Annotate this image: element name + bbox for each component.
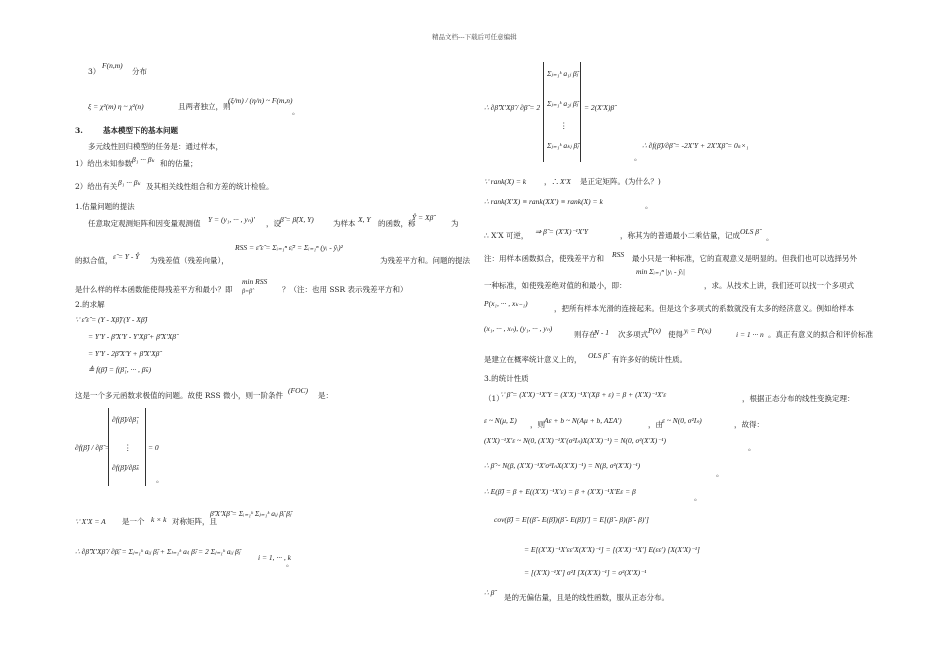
formula-subscript: β=β̂ xyxy=(242,289,253,295)
text-line: 是一个 xyxy=(122,517,145,526)
text-line: 2）给出有关 xyxy=(75,182,118,191)
formula: ∂f(β̂)/∂β̂₁ xyxy=(112,415,139,424)
formula: (X′X)⁻¹X′ε ~ N(0, (X′X)⁻¹X′(σ²Iₙ)X(X′X)⁻¹) = N(0, σ²(X′X)⁻¹) xyxy=(484,436,666,445)
formula: RSS = ε̂′ε̂ = Σᵢ₌₁ⁿ ε̂ᵢ² = Σᵢ₌₁ⁿ (yᵢ - ŷᵢ)² xyxy=(235,243,343,252)
text-line: 对称矩阵，且 xyxy=(172,517,217,526)
formula: ⇒ β̂ = (X′X)⁻¹X′Y xyxy=(535,227,589,236)
text-line: 这是一个多元函数求极值的问题。故使 RSS 微小，则一阶条件 xyxy=(75,391,284,400)
text-line: 一种标准，如使残差绝对值的和最小，即： xyxy=(484,281,627,290)
text-line: 。 xyxy=(286,559,294,568)
formula: ∴ ∂f(β̂)/∂β̂ = -2X′Y + 2X′Xβ̂ = 0ₖ×₁ xyxy=(642,141,749,150)
text-line: 。 xyxy=(645,201,653,210)
text-line: ，求。从技术上讲，我们还可以找一个多项式 xyxy=(704,281,854,290)
formula: = 2(X′X)β̂ xyxy=(584,103,615,112)
text-line: 是： xyxy=(318,391,333,400)
formula: β₁ ··· βₖ xyxy=(132,155,155,164)
text-line: ，把所有样本光滑的连接起来。但是这个多项式的系数就没有太多的经济意义。例如给样本 xyxy=(554,304,854,313)
text-line: ，称其为的普通最小二乘估量，记成 xyxy=(620,231,740,240)
formula: OLS β̂ xyxy=(740,227,759,236)
formula: RSS xyxy=(612,250,625,259)
text-line: 则存在 xyxy=(574,330,597,339)
text-line: 任意取定观测矩阵和因变量观测值 xyxy=(88,219,201,228)
text-line: 次多项式 xyxy=(618,330,648,339)
formula: ε ~ N(0, σ²Iₙ) xyxy=(662,416,702,425)
text-line: 。 xyxy=(156,475,164,484)
formula: min Σᵢ₌₁ⁿ |yᵢ - ŷᵢ| xyxy=(636,267,685,276)
text-line: ，则 xyxy=(530,420,545,429)
formula: Σⱼ₌₁ᵏ a₁ⱼ β̂ⱼ xyxy=(547,69,578,78)
formula: P(x) xyxy=(648,326,661,335)
subsection-title: 3.的统计性质 xyxy=(484,374,529,383)
text-line: 注：用样本函数拟合，使残差平方和 xyxy=(484,254,604,263)
text-line: 及其相关线性组合和方差的统计检验。 xyxy=(146,182,274,191)
formula: Aε + b ~ N(Aμ + b, AΣA′) xyxy=(544,416,622,425)
formula: F(n,m) xyxy=(102,61,123,70)
text-line: 为 xyxy=(451,219,459,228)
formula: ε̂ = Y - Ŷ xyxy=(113,252,140,261)
text-line: 的函数，称 xyxy=(378,219,416,228)
formula: yᵢ = P(xᵢ) xyxy=(684,326,712,335)
formula: ∴ β̂ xyxy=(484,588,495,597)
text-line: 。 xyxy=(694,493,702,502)
formula: Y = (y₁, ··· , yₙ)′ xyxy=(208,215,255,224)
formula: = Y′Y - β̂′X′Y - Y′Xβ̂ + β̂′X′Xβ̂ xyxy=(88,332,177,341)
formula: ∴ ∂β̂′X′Xβ̂ / ∂β̂ᵢ = Σⱼ₌₁ᵏ aᵢⱼ β̂ⱼ + Σₗ₌₁ᵏ aₗᵢ β̂ₗ = 2 Σⱼ₌₁ᵏ aᵢⱼ β̂ⱼ xyxy=(75,547,241,556)
text-line: ，故得： xyxy=(734,420,764,429)
formula: (x₁, ··· , xₙ), (y₁, ··· , yₙ) xyxy=(484,324,553,333)
formula: i = 1, ··· , k xyxy=(258,553,291,562)
formula: β̂ = β̂(X, Y) xyxy=(280,215,314,224)
formula: = [(X′X)⁻¹X′] σ²I [X(X′X)⁻¹] = σ²(X′X)⁻¹ xyxy=(524,568,647,577)
formula: ∴ rank(X′X) ≡ rank(XX′) ≡ rank(X) = k xyxy=(484,197,603,206)
text-line: 和的估量； xyxy=(160,159,198,168)
formula: k × k xyxy=(151,515,167,524)
text-line: ？（注：也用 SSR 表示残差平方和） xyxy=(282,285,408,294)
formula: ∂f(β̂)/∂β̂ₖ xyxy=(112,463,140,472)
text-line: ，设 xyxy=(266,219,281,228)
formula: ∂f(β̂) / ∂β̂ = xyxy=(75,443,110,452)
formula: (ξ/m) / (η/n) ~ F(m,n) xyxy=(228,96,293,105)
subsection-title: 1.估量问题的提法 xyxy=(75,202,135,211)
formula: ∵ ε̂′ε̂ = (Y - Xβ̂)′(Y - Xβ̂) xyxy=(75,315,148,324)
text-line: 是的无偏估量，且是的线性函数，服从正态分布。 xyxy=(504,593,669,602)
formula: ∵ β̂ = (X′X)⁻¹X′Y = (X′X)⁻¹X′(Xβ + ε) = β + (X′X)⁻¹X′ε xyxy=(500,390,667,399)
text-line: 。 xyxy=(716,469,724,478)
text-line: 。真正有意义的拟合和评价标准 xyxy=(768,330,873,339)
formula: X′X xyxy=(560,177,571,186)
text-line: 为样本 xyxy=(333,219,356,228)
formula: ξ = χ²(m) η ~ χ²(n) xyxy=(88,102,144,111)
text-line: ∴ X′X 可逆， xyxy=(484,231,529,240)
text-line: 是建立在概率统计意义上的， xyxy=(484,355,582,364)
formula: ∵ rank(X) = k xyxy=(484,177,527,186)
text-line: ，∴ xyxy=(544,177,559,186)
section-number: 3. xyxy=(75,126,83,135)
formula: i = 1 ··· n xyxy=(736,330,764,339)
formula: OLS β̂ xyxy=(588,351,607,360)
formula: min RSS xyxy=(242,277,268,286)
formula: Ŷ = Xβ̂ xyxy=(412,213,434,222)
formula: ∴ E(β̂) = β + E((X′X)⁻¹X′ε) = β + (X′X)⁻¹X′Eε = β xyxy=(484,487,636,496)
text-line: ，由 xyxy=(648,420,663,429)
formula: ⋮ xyxy=(124,443,132,452)
formula: ε ~ N(μ, Σ) xyxy=(484,416,517,425)
formula: cov(β̂) = E[(β̂ - E(β̂))(β̂ - E(β̂))′] = E[(β̂ - β)(β̂ - β)′] xyxy=(494,515,649,524)
text-line: 有许多好的统计性质。 xyxy=(612,355,687,364)
formula: P(x₁, ··· , xₖ₋₁) xyxy=(484,299,528,308)
formula: (FOC) xyxy=(288,386,308,395)
text-line: ，根据正态分布的线性变换定理： xyxy=(742,394,855,403)
text-line: 最小只是一种标准，它的直观意义是明显的。但我们也可以选择另外 xyxy=(632,254,857,263)
section-title: 基本模型下的基本问题 xyxy=(103,126,178,135)
text-line: 是正定矩阵。(为什么？) xyxy=(580,177,661,186)
text-line: 为残差平方和。问题的提法 xyxy=(380,256,470,265)
text-line: 。 xyxy=(292,107,300,116)
formula: = 0 xyxy=(148,443,159,452)
text-line: 多元线性回归模型的任务是：通过样本， xyxy=(88,142,223,151)
formula: ∴ ∂β̂′X′Xβ̂ / ∂β̂ = 2 xyxy=(484,103,541,112)
formula: β₁ ··· βₖ xyxy=(118,178,141,187)
text-line: 。 xyxy=(766,233,774,242)
formula: X, Y xyxy=(358,215,371,224)
text-line: 。 xyxy=(634,153,642,162)
formula: = E[(X′X)⁻¹X′εε′X(X′X)⁻¹] = [(X′X)⁻¹X′] E(εε′) [X(X′X)⁻¹] xyxy=(524,545,700,554)
formula: ∵ X′X = A xyxy=(75,517,106,526)
formula: Σⱼ₌₁ᵏ a₂ⱼ β̂ⱼ xyxy=(547,99,578,108)
text-line: 为残差值（残差向量）， xyxy=(150,256,229,265)
text-line: 使得 xyxy=(668,330,683,339)
page-header: 精品文档---下载后可任意编辑 xyxy=(432,33,517,41)
text-line: 分布 xyxy=(132,67,147,76)
text-line: （1） xyxy=(484,394,504,403)
formula: ≜ f(β̂) = f(β̂₁, ··· , β̂ₖ) xyxy=(88,365,152,374)
formula: ∴ β̂ ~ N(β, (X′X)⁻¹X′σ²IₙX(X′X)⁻¹) = N(β, σ²(X′X)⁻¹) xyxy=(484,461,641,470)
text-line: 3） xyxy=(88,67,101,76)
formula: β̂′X′Xβ̂ = Σᵢ₌₁ᵏ Σⱼ₌₁ᵏ aᵢⱼ β̂ᵢ β̂ⱼ xyxy=(210,509,292,518)
text-line: 1）给出未知参数 xyxy=(75,159,133,168)
text-line: 的拟合值， xyxy=(75,256,113,265)
formula: N - 1 xyxy=(594,328,609,337)
text-line: 且两者独立，则 xyxy=(178,102,231,111)
text-line: 。 xyxy=(748,443,756,452)
formula: ⋮ xyxy=(560,121,568,130)
formula: = Y′Y - 2β̂′X′Y + β̂′X′Xβ̂ xyxy=(88,349,160,358)
formula: Σⱼ₌₁ᵏ aₖⱼ β̂ⱼ xyxy=(547,141,579,150)
subsection-title: 2.的求解 xyxy=(75,300,105,309)
text-line: 是什么样的样本函数能使得残差平方和最小？即 xyxy=(75,285,233,294)
